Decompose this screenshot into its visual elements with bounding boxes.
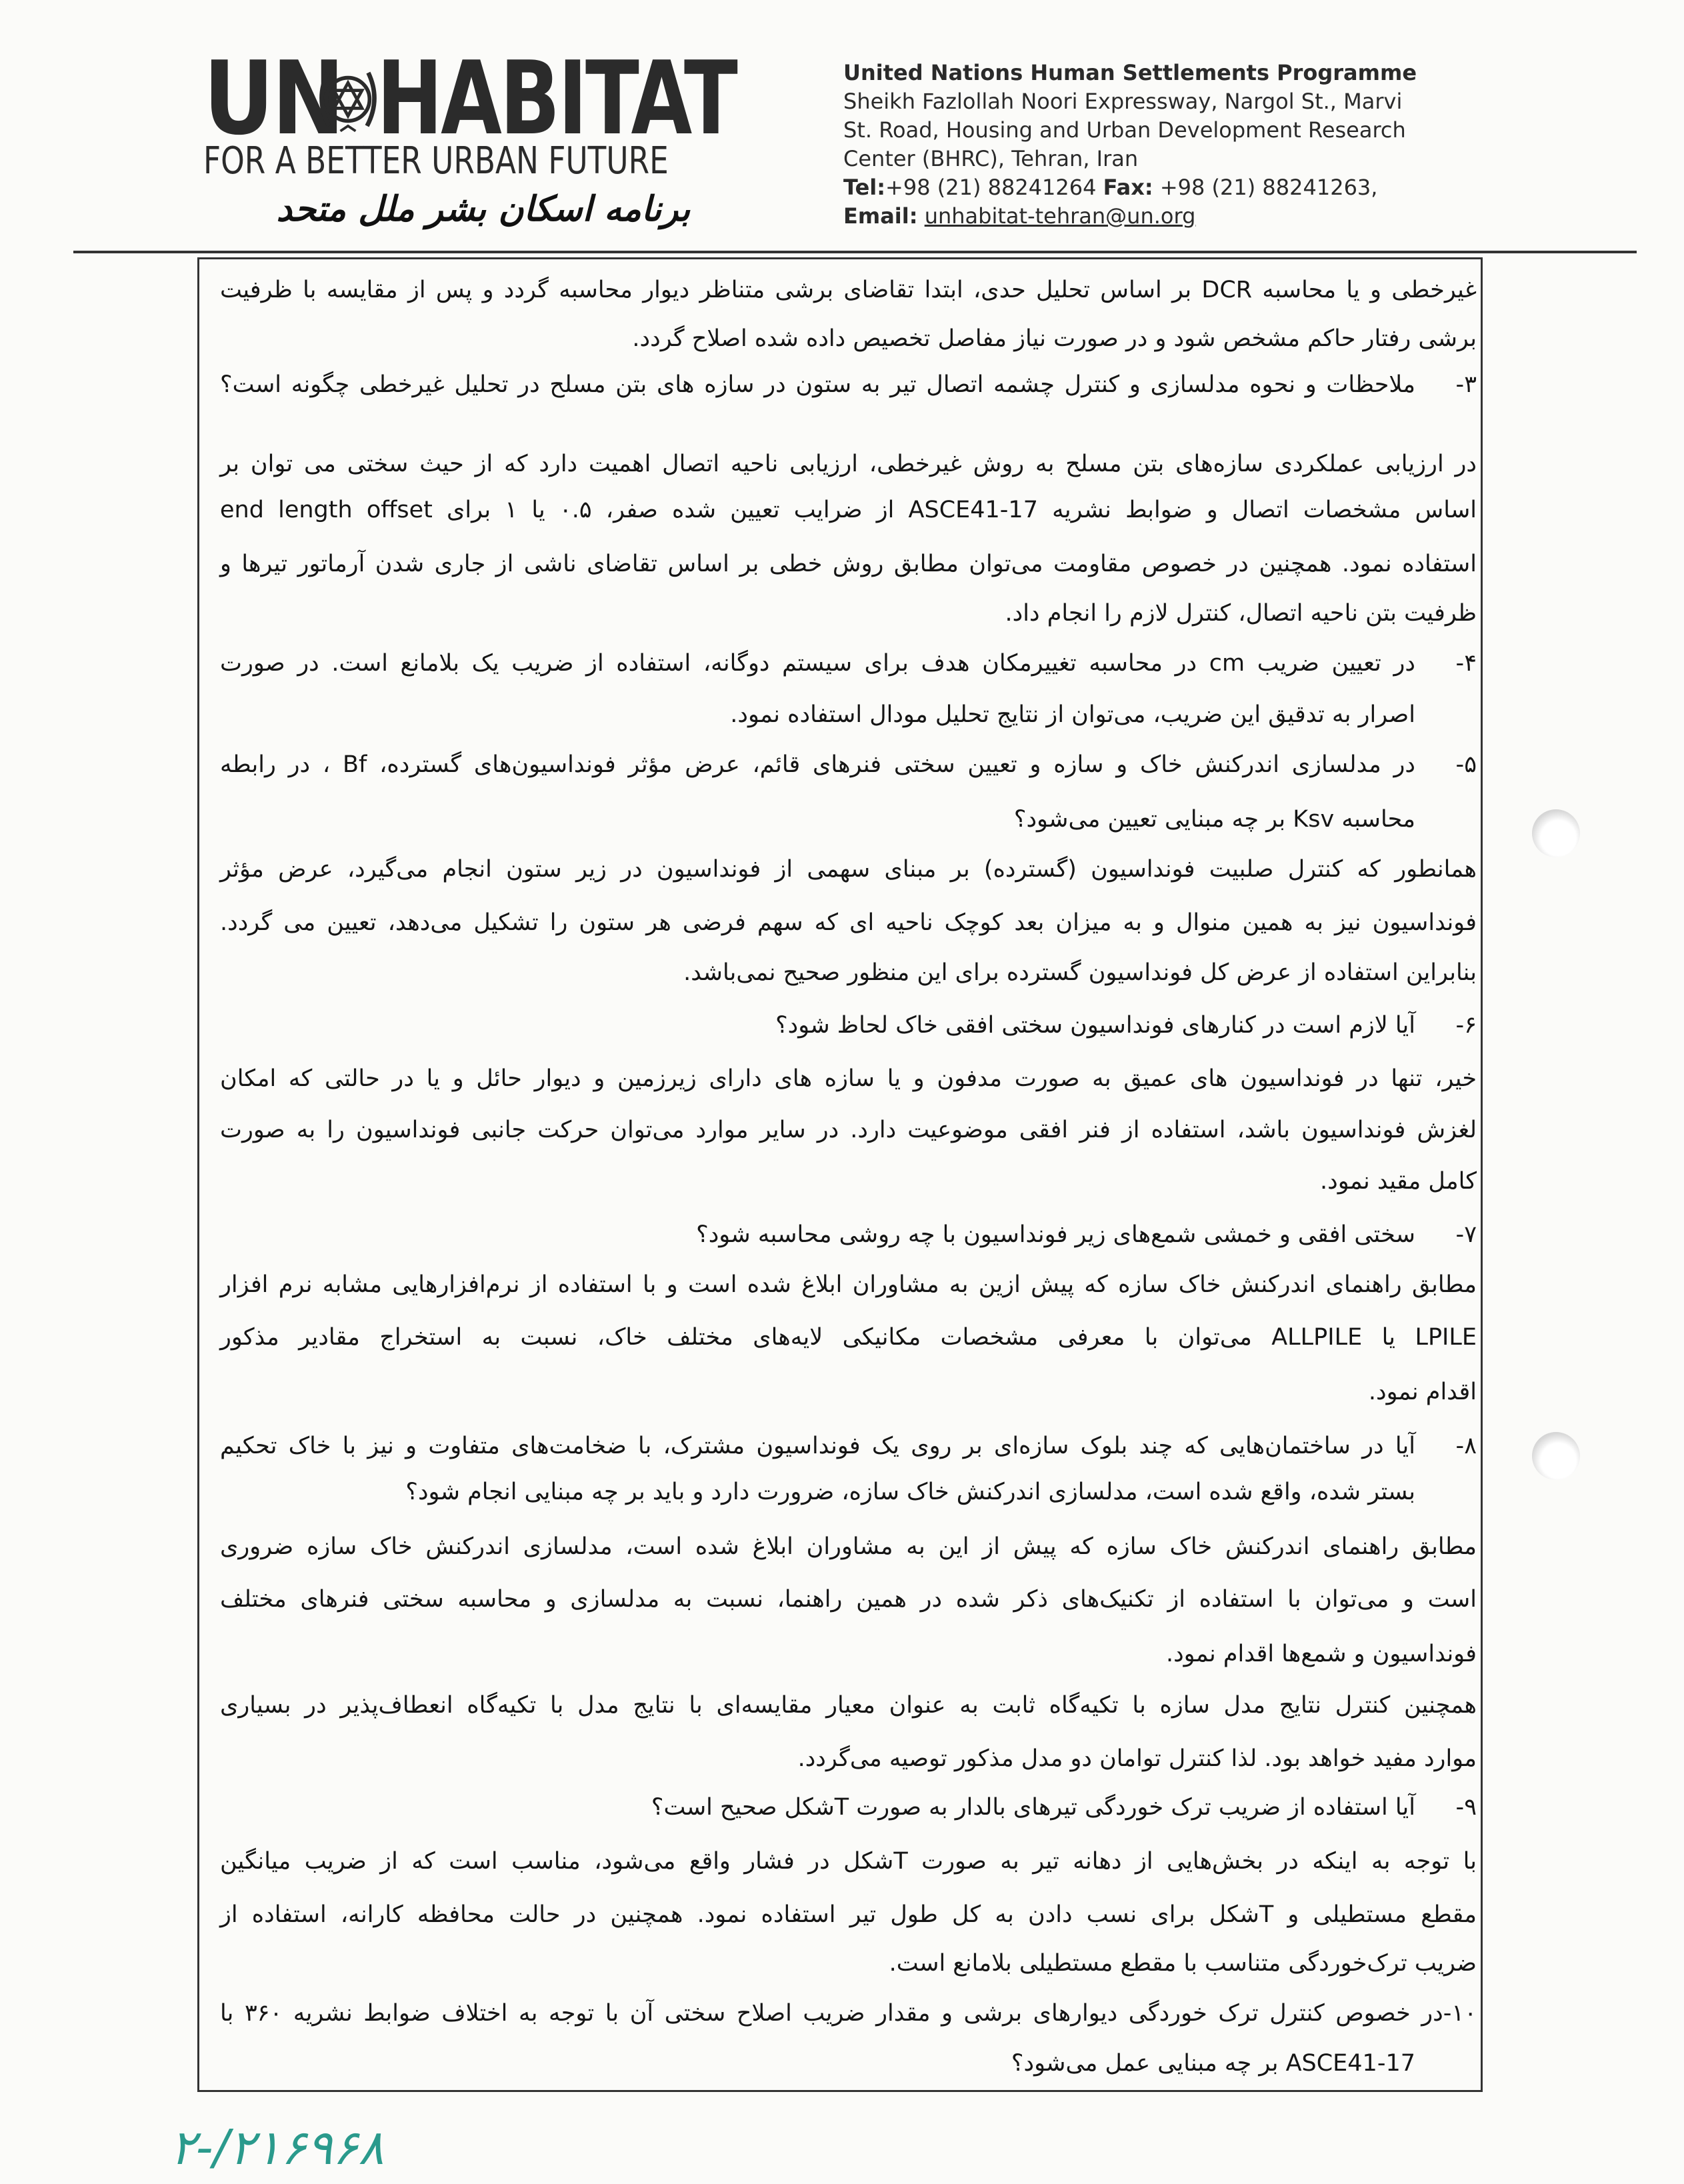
line-text: فونداسیون و شمع‌ها اقدام نمود.: [1165, 1641, 1477, 1667]
question-number: ۷-: [1455, 1221, 1477, 1248]
answer-line: [220, 1895, 1477, 1935]
answer-line: [220, 593, 1477, 633]
address-line: St. Road, Housing and Urban Development Research: [843, 117, 1406, 143]
answer-line: [220, 1739, 1477, 1779]
line-text: اقدام نمود.: [1368, 1379, 1477, 1405]
answer-line: [220, 953, 1477, 993]
line-text: در ارزیابی عملکردی سازه‌های بتن مسلح به روش غیرخطی، ارزیابی ناحیه اتصال اهمیت دارد که از حیث سختی می توان بر: [220, 451, 1477, 477]
question-line: [220, 1005, 1477, 1045]
line-text: در تعیین ضریب cm در محاسبه تغییرمکان هدف برای سیستم دوگانه، استفاده از ضریب یک بلامانع است. در صورت: [220, 650, 1415, 677]
punch-hole: [1532, 809, 1580, 857]
line-text: بنابراین استفاده از عرض کل فونداسیون گسترده برای این منظور صحیح نمی‌باشد.: [683, 959, 1477, 986]
line-text: است و می‌توان با استفاده از تکنیک‌های ذکر شده در همین راهنما، نسبت به مدلسازی و محاسبه سختی فنرهای مختلف: [220, 1586, 1477, 1613]
line-text: ملاحظات و نحوه مدلسازی و کنترل چشمه اتصال تیر به ستون در سازه های بتن مسلح در تحلیل غیرخطی چگونه است؟: [220, 371, 1415, 398]
line-text: اصرار به تدقیق این ضریب، می‌توان از نتایج تحلیل مودال استفاده نمود.: [730, 701, 1415, 728]
question-line: [220, 1215, 1477, 1255]
address-block: [843, 59, 1417, 231]
answer-line: [220, 319, 1477, 359]
answer-line: [220, 903, 1477, 943]
tel-value: +98 (21) 88241264: [885, 175, 1097, 200]
line-text: آیا لازم است در کنارهای فونداسیون سختی افقی خاک لحاظ شود؟: [775, 1012, 1415, 1039]
line-text: لغزش فونداسیون باشد، استفاده از فنر افقی موضوعیت دارد. در سایر موارد می‌توان حرکت جانبی فونداسیون را به صورت: [220, 1117, 1477, 1143]
line-text: مطابق راهنمای اندرکنش خاک سازه که پیش ازین به مشاوران ابلاغ شده است و با استفاده از نرم‌افزارهایی مشابه نرم افزار: [220, 1271, 1477, 1298]
line-text: خیر، تنها در فونداسیون های عمیق به صورت مدفون و یا سازه های دارای زیرزمین و دیوار حائل و یا در حالتی که امکان: [220, 1065, 1477, 1092]
email-label: Email:: [843, 203, 918, 229]
line-text: اساس مشخصات اتصال و ضوابط نشریه ASCE41-17 از ضرایب تعیین شده صفر، ۰.۵ یا ۱ برای end length offset: [220, 497, 1477, 523]
org-name: United Nations Human Settlements Programme: [843, 60, 1417, 85]
question-line: [220, 365, 1477, 405]
question-number: ۸-: [1455, 1433, 1477, 1459]
question-line: [220, 1472, 1477, 1512]
line-text: ضریب ترک‌خوردگی متناسب با مقطع مستطیلی بلامانع است.: [889, 1950, 1477, 1977]
line-text: سختی افقی و خمشی شمع‌های زیر فونداسیون با چه روشی محاسبه شود؟: [696, 1221, 1415, 1248]
question-line: [220, 799, 1477, 839]
logo-un: UN: [203, 39, 343, 157]
answer-line: [220, 544, 1477, 584]
line-text: برشی رفتار حاکم مشخص شود و در صورت نیاز مفاصل تخصیص داده شده اصلاح گردد.: [632, 325, 1477, 352]
line-text: کامل مقید نمود.: [1320, 1168, 1477, 1195]
question-line: [220, 1993, 1477, 2033]
line-text: آیا در ساختمان‌هایی که چند بلوک سازه‌ای بر روی یک فونداسیون مشترک، با ضخامت‌های متفاوت و نیز با خاک تحکیم: [220, 1433, 1415, 1459]
answer-line: [220, 444, 1477, 484]
answer-line: [220, 1265, 1477, 1305]
tel-label: Tel:: [843, 175, 886, 200]
un-emblem-icon: [313, 60, 383, 139]
fax-label: Fax:: [1103, 175, 1153, 200]
question-number: ۴-: [1455, 650, 1477, 677]
answer-line: [220, 1634, 1477, 1674]
line-text: فونداسیون نیز به همین منوال و به میزان بعد کوچک ناحیه ای که سهم فرضی هر ستون را تشکیل می‌دهد، تعیین می گردد.: [220, 909, 1477, 936]
question-number: ۹-: [1455, 1794, 1477, 1821]
question-number: ۵-: [1455, 751, 1477, 778]
line-text: موارد مفید خواهد بود. لذا کنترل توامان دو مدل مذکور توصیه می‌گردد.: [797, 1745, 1477, 1772]
question-line: [220, 643, 1477, 683]
answer-line: [220, 1943, 1477, 1983]
line-text: ظرفیت بتن ناحیه اتصال، کنترل لازم را انجام داد.: [1005, 600, 1477, 627]
address-line: Sheikh Fazlollah Noori Expressway, Nargol St., Marvi: [843, 89, 1403, 114]
line-text: مطابق راهنمای اندرکنش خاک سازه که پیش از این به مشاوران ابلاغ شده است، مدلسازی اندرکنش خاک سازه ضروری: [220, 1533, 1477, 1560]
answer-line: [220, 1579, 1477, 1619]
line-text: آیا استفاده از ضریب ترک خوردگی تیرهای بالدار به صورت Tشکل صحیح است؟: [651, 1794, 1415, 1821]
email-link[interactable]: unhabitat-tehran@un.org: [924, 203, 1196, 229]
answer-line: [220, 1841, 1477, 1881]
line-text: بستر شده، واقع شده است، مدلسازی اندرکنش خاک سازه، ضرورت دارد و باید بر چه مبنایی انجام شود؟: [405, 1479, 1415, 1505]
line-text: مقطع مستطیلی و Tشکل برای نسب دادن به کل طول تیر استفاده نمود. همچنین در حالت محافظه کارانه، استفاده از: [220, 1901, 1477, 1928]
answer-line: [220, 1527, 1477, 1567]
handwritten-reference-number: ۲۱۶۹۶۸/-۲: [170, 2119, 384, 2175]
email-line: [843, 202, 1417, 231]
line-text: محاسبه Ksv بر چه مبنایی تعیین می‌شود؟: [1013, 806, 1415, 833]
answer-line: [220, 1161, 1477, 1201]
line-text: LPILE یا ALLPILE می‌توان با معرفی مشخصات مکانیکی لایه‌های مختلف خاک، نسبت به استخراج مقادیر مذکور: [220, 1324, 1477, 1351]
address-line: Center (BHRC), Tehran, Iran: [843, 146, 1139, 171]
line-text: ۱۰-در خصوص کنترل ترک خوردگی دیوارهای برشی و مقدار ضریب اصلاح سختی آن با توجه به اختلاف ضوابط نشریه ۳۶۰ با: [220, 2000, 1477, 2027]
answer-line: [220, 1372, 1477, 1412]
answer-line: [220, 1685, 1477, 1725]
question-line: [220, 1787, 1477, 1827]
tagline: FOR A BETTER URBAN FUTURE: [203, 139, 669, 183]
answer-line: [220, 490, 1477, 530]
header-divider: [73, 251, 1637, 253]
question-line: [220, 1426, 1477, 1466]
line-text: ASCE41-17 بر چه مبنایی عمل می‌شود؟: [1011, 2050, 1415, 2077]
line-text: استفاده نمود. همچنین در خصوص مقاومت می‌توان مطابق روش خطی بر اساس تقاضای ناشی از جاری شدن آرماتور تیرها و: [220, 551, 1477, 577]
question-line: [220, 695, 1477, 735]
logo-habitat: HABITAT: [377, 39, 736, 157]
question-line: [220, 745, 1477, 785]
phone-line: [843, 173, 1417, 202]
question-number: ۶-: [1455, 1012, 1477, 1039]
answer-line: [220, 849, 1477, 889]
fax-value: +98 (21) 88241263,: [1159, 175, 1378, 200]
line-text: همانطور که کنترل صلبیت فونداسیون (گسترده) بر مبنای سهمی از فونداسیون در زیر ستون انجام می‌گیرد، عرض مؤثر: [220, 856, 1477, 883]
punch-hole: [1532, 1432, 1580, 1480]
question-line: [220, 2043, 1477, 2083]
question-number: ۳-: [1455, 371, 1477, 398]
line-text: غیرخطی و یا محاسبه DCR بر اساس تحلیل حدی، ابتدا تقاضای برشی متناظر دیوار محاسبه گردد و پس از مقایسه با ظرفیت: [220, 277, 1477, 303]
answer-line: [220, 270, 1477, 310]
answer-line: [220, 1110, 1477, 1150]
line-text: با توجه به اینکه در بخش‌هایی از دهانه تیر به صورت Tشکل در فشار واقع می‌شود، مناسب است که از ضریب میانگین: [220, 1848, 1477, 1875]
line-text: همچنین کنترل نتایج مدل سازه با تکیه‌گاه ثابت به عنوان معیار مقایسه‌ای با نتایج مدل با تکیه‌گاه انعطاف‌پذیر در بسیاری: [220, 1692, 1477, 1719]
persian-org-name: برنامه اسکان بشر ملل متحد: [276, 189, 691, 229]
answer-line: [220, 1317, 1477, 1357]
answer-line: [220, 1059, 1477, 1099]
line-text: در مدلسازی اندرکنش خاک و سازه و تعیین سختی فنرهای قائم، عرض مؤثر فونداسیون‌های گسترده، Bf ، در رابطه: [220, 751, 1415, 778]
